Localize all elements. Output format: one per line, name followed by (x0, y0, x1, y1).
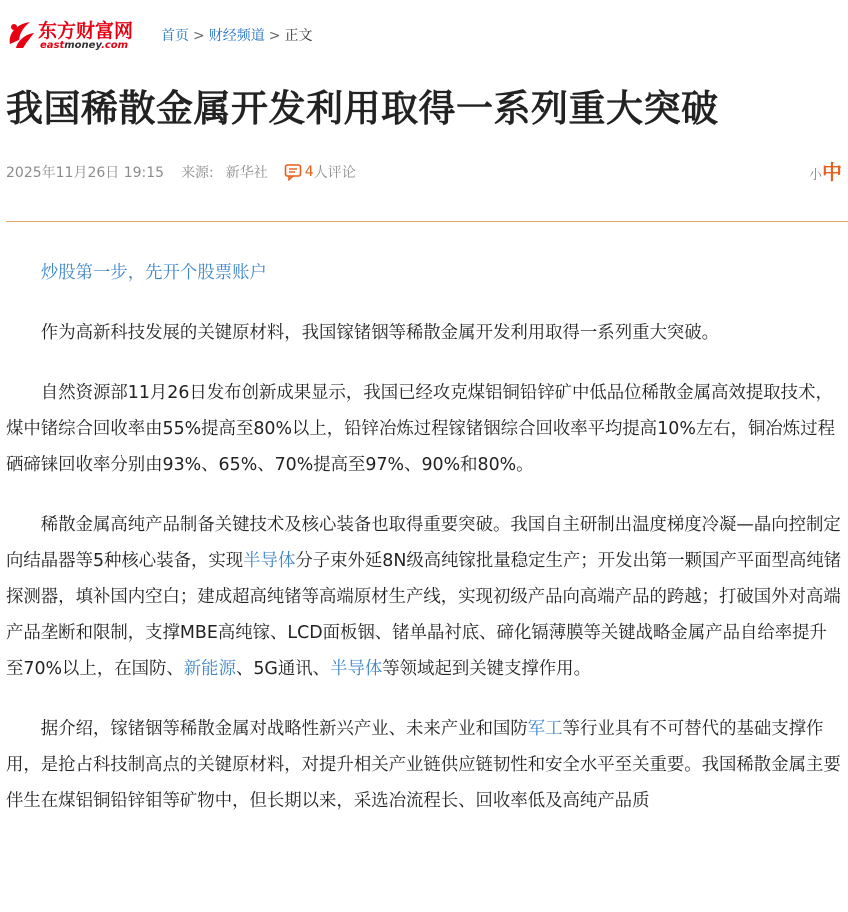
article-title: 我国稀散金属开发利用取得一系列重大突破 (6, 87, 719, 130)
logo-name-cn: 东方财富网 (38, 20, 134, 42)
keyword-link-new-energy[interactable]: 新能源 (183, 659, 236, 679)
breadcrumb (161, 25, 312, 45)
logo-en-com: .com (101, 40, 129, 51)
source-label: 来源: (181, 165, 214, 181)
font-size-switch[interactable] (809, 156, 842, 185)
paragraph-4-text: 等行业具有不可替代的基础支撑作用，是抢占科技制高点的关键原材料，对提升相关产业链供应链韧性和安全水平至关重要。我国稀散金属主要伴生在煤铝铜铅锌钼等矿物中，但长期以来，采选冶流程长、回收率低及高纯产品质 (6, 719, 841, 811)
logo-en-money: money (64, 40, 102, 51)
paragraph-3-text: 稀散金属高纯产品制备关键技术及核心装备也取得重要突破。我国自主研制出温度梯度冷凝—晶向控制定向结晶器等5种核心装备，实现 (6, 515, 841, 571)
article-source: 新华社 (225, 165, 268, 181)
logo-en-east: east (40, 40, 65, 51)
header-divider (6, 221, 848, 222)
open-account-link[interactable]: 炒股第一步，先开个股票账户 (40, 263, 267, 283)
paragraph-4 (6, 711, 842, 819)
logo-name-en (40, 40, 128, 51)
paragraph-3-text: 等领域起到关键支撑作用。 (382, 659, 591, 679)
comment-count: 4 (304, 164, 314, 180)
site-logo[interactable] (6, 16, 140, 52)
breadcrumb-separator: > (193, 28, 205, 44)
eastmoney-logo-icon (6, 18, 36, 50)
breadcrumb-channel-link[interactable]: 财经频道 (208, 28, 265, 44)
breadcrumb-separator: > (268, 28, 281, 44)
breadcrumb-home-link[interactable]: 首页 (161, 28, 189, 44)
paragraph-1: 作为高新科技发展的关键原材料，我国镓锗铟等稀散金属开发利用取得一系列重大突破。 (40, 323, 720, 343)
keyword-link-semiconductor[interactable]: 半导体 (243, 551, 296, 571)
breadcrumb-current: 正文 (284, 28, 313, 44)
article-body (6, 255, 842, 843)
paragraph-4-text: 据介绍，镓锗铟等稀散金属对战略性新兴产业、未来产业和国防 (40, 719, 528, 739)
promo-paragraph (6, 255, 842, 291)
keyword-link-military[interactable]: 军工 (527, 719, 563, 739)
site-header (0, 0, 848, 64)
article-datetime: 2025年11月26日 19:15 (6, 165, 165, 181)
keyword-link-semiconductor[interactable]: 半导体 (330, 659, 383, 679)
article-meta (6, 162, 356, 182)
comment-bubble-icon (284, 163, 302, 181)
paragraph-2: 自然资源部11月26日发布创新成果显示，我国已经攻克煤铝铜铅锌矿中低品位稀散金属高效提取技术，煤中锗综合回收率由55%提高至80%以上，铅锌冶炼过程镓锗铟综合回收率平均提高10%左右，铜冶炼过程硒碲铼回收率分别由93%、65%、70%提高至97%、90%和80%。 (6, 383, 835, 475)
comments-link[interactable] (284, 162, 356, 182)
paragraph-3 (6, 507, 842, 687)
font-size-small[interactable]: 小 (809, 168, 823, 183)
comment-suffix: 人评论 (313, 165, 356, 181)
paragraph-3-text: 、5G通讯、 (235, 659, 331, 679)
font-size-medium[interactable]: 中 (822, 160, 843, 184)
paragraph-3-text: 分子束外延8N级高纯镓批量稳定生产；开发出第一颗国产平面型高纯锗探测器，填补国内空白；建成超高纯锗等高端原材生产线，实现初级产品向高端产品的跨越；打破国外对高端产品垄断和限制，支撑MBE高纯镓、LCD面板铟、锗单晶衬底、碲化镉薄膜等关键战略金属产品自给率提升至70%以上，在国防、 (6, 551, 842, 679)
